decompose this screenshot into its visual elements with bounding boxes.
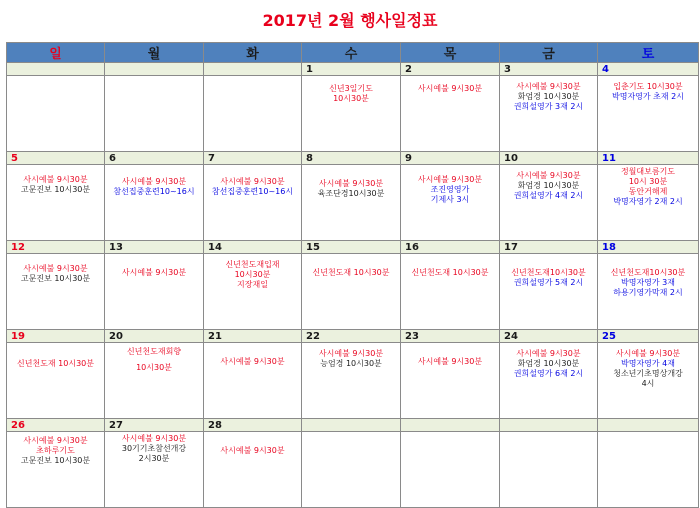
event-entry: 동안거해제 xyxy=(628,187,668,196)
day-cell xyxy=(204,343,302,419)
event-entry: 고문진보 10시30분 xyxy=(20,456,91,465)
day-cell xyxy=(302,76,401,152)
event-entry: 박명자영가 3재 xyxy=(620,278,675,287)
week-4-date-row xyxy=(7,330,699,343)
weekday-sun: 일 xyxy=(7,43,105,63)
date-number: 22 xyxy=(302,330,401,343)
event-entry: 권희설영가 6재 2시 xyxy=(513,369,584,378)
day-cell xyxy=(598,165,699,241)
event-entry: 사시예불 9시30분 xyxy=(220,357,285,366)
day-cell xyxy=(105,343,204,419)
date-number: 27 xyxy=(105,419,204,432)
day-cell xyxy=(401,165,500,241)
date-number: 12 xyxy=(7,241,105,254)
day-cell xyxy=(598,254,699,330)
day-cell xyxy=(302,165,401,241)
date-number: 17 xyxy=(500,241,598,254)
day-cell xyxy=(500,165,598,241)
event-entry: 박명자영가 초재 2시 xyxy=(612,92,684,101)
date-number: 26 xyxy=(7,419,105,432)
day-cell xyxy=(598,76,699,152)
week-3-events-row xyxy=(7,254,699,330)
date-number: 2 xyxy=(401,63,500,76)
date-number: 14 xyxy=(204,241,302,254)
event-entry: 정월대보름기도 xyxy=(620,167,676,176)
date-number: 28 xyxy=(204,419,302,432)
calendar-table xyxy=(6,42,699,508)
event-entry: 사시예불 9시30분 xyxy=(516,82,581,91)
date-number xyxy=(598,419,699,432)
event-entry: 화엄경 10시30분 xyxy=(517,181,580,190)
weekday-wed: 수 xyxy=(302,43,401,63)
event-entry: 10시30분 xyxy=(333,94,369,103)
date-number: 15 xyxy=(302,241,401,254)
event-entry: 신년천도재 10시30분 xyxy=(17,359,94,368)
day-cell xyxy=(500,432,598,508)
event-entry: 사시예불 9시30분 xyxy=(23,264,88,273)
event-entry: 육조단경10시30분 xyxy=(317,189,385,198)
weekday-fri: 금 xyxy=(500,43,598,63)
date-number xyxy=(401,419,500,432)
event-entry: 고문진보 10시30분 xyxy=(20,185,91,194)
event-entry: 능엄경 10시30분 xyxy=(320,359,382,368)
week-3-date-row xyxy=(7,241,699,254)
event-entry: 사시예불 9시30분 xyxy=(417,357,483,366)
weekday-sat: 토 xyxy=(598,43,699,63)
event-entry: 사시예불 9시30분 xyxy=(220,446,285,455)
date-number: 11 xyxy=(598,152,699,165)
event-entry: 하용기영가막재 2시 xyxy=(613,288,683,297)
event-entry: 사시예불 9시30분 xyxy=(121,434,187,443)
day-cell xyxy=(204,432,302,508)
week-5-date-row xyxy=(7,419,699,432)
date-number: 5 xyxy=(7,152,105,165)
event-entry: 박명자영가 4재 xyxy=(620,359,675,368)
day-cell xyxy=(500,254,598,330)
event-entry: 참선집중훈련10~16시 xyxy=(113,187,195,196)
week-5-events-row xyxy=(7,432,699,508)
date-number: 6 xyxy=(105,152,204,165)
date-number: 3 xyxy=(500,63,598,76)
day-cell xyxy=(105,76,204,152)
weekday-thu: 목 xyxy=(401,43,500,63)
event-entry: 권희설영가 4재 2시 xyxy=(513,191,584,200)
event-entry: 30기기초참선개강 xyxy=(121,444,187,453)
event-entry: 사시예불 9시30분 xyxy=(318,179,384,188)
event-entry: 사시예불 9시30분 xyxy=(121,268,187,277)
event-entry: 10시 30분 xyxy=(628,177,668,186)
event-entry: 고문진보 10시30분 xyxy=(20,274,91,283)
date-number: 9 xyxy=(401,152,500,165)
event-entry: 사시예불 9시30분 xyxy=(516,349,581,358)
day-cell xyxy=(302,254,401,330)
day-cell xyxy=(7,254,105,330)
event-entry: 권희설영가 3재 2시 xyxy=(513,102,584,111)
weekday-mon: 월 xyxy=(105,43,204,63)
event-entry: 10시30분 xyxy=(136,363,172,372)
day-cell xyxy=(302,343,401,419)
day-cell xyxy=(204,254,302,330)
day-cell xyxy=(7,343,105,419)
week-2-events-row xyxy=(7,165,699,241)
day-cell xyxy=(105,165,204,241)
event-entry: 기제사 3시 xyxy=(430,195,470,204)
event-entry: 사시예불 9시30분 xyxy=(23,436,88,445)
event-entry: 사시예불 9시30분 xyxy=(318,349,384,358)
date-number xyxy=(302,419,401,432)
date-number: 8 xyxy=(302,152,401,165)
event-entry: 화엄경 10시30분 xyxy=(517,359,580,368)
date-number: 7 xyxy=(204,152,302,165)
day-cell xyxy=(500,76,598,152)
weekday-header-row xyxy=(7,43,699,63)
event-entry: 신년천도재10시30분 xyxy=(610,268,686,277)
date-number: 25 xyxy=(598,330,699,343)
week-1-date-row xyxy=(7,63,699,76)
date-number: 21 xyxy=(204,330,302,343)
day-cell xyxy=(401,432,500,508)
day-cell xyxy=(7,76,105,152)
event-entry: 권희설영가 5재 2시 xyxy=(513,278,584,287)
event-entry: 지장재일 xyxy=(237,280,268,289)
page-title: 2017년 2월 행사일정표 xyxy=(262,11,438,30)
day-cell xyxy=(598,343,699,419)
day-cell xyxy=(500,343,598,419)
week-2-date-row xyxy=(7,152,699,165)
day-cell xyxy=(401,254,500,330)
event-entry: 사시예불 9시30분 xyxy=(121,177,187,186)
day-cell xyxy=(204,165,302,241)
day-cell xyxy=(204,76,302,152)
event-entry: 신년천도재 10시30분 xyxy=(411,268,489,277)
date-number: 16 xyxy=(401,241,500,254)
event-entry: 신년천도재회향 xyxy=(126,347,182,356)
event-entry: 초하루기도 xyxy=(36,446,75,455)
date-number: 4 xyxy=(598,63,699,76)
event-entry: 신년천도재10시30분 xyxy=(511,268,586,277)
event-entry: 청소년기초명상개강 xyxy=(613,369,683,378)
event-entry: 사시예불 9시30분 xyxy=(516,171,581,180)
date-number: 18 xyxy=(598,241,699,254)
event-entry: 입춘기도 10시30분 xyxy=(613,82,683,91)
event-entry: 신년천도재 10시30분 xyxy=(312,268,390,277)
day-cell xyxy=(598,432,699,508)
event-entry: 사시예불 9시30분 xyxy=(417,175,483,184)
date-number xyxy=(500,419,598,432)
event-entry: 사시예불 9시30분 xyxy=(23,175,88,184)
date-number xyxy=(204,63,302,76)
date-number: 23 xyxy=(401,330,500,343)
date-number: 19 xyxy=(7,330,105,343)
event-entry: 10시30분 xyxy=(234,270,271,279)
weekday-tue: 화 xyxy=(204,43,302,63)
day-cell xyxy=(7,165,105,241)
date-number: 13 xyxy=(105,241,204,254)
event-entry: 박명자영가 2재 2시 xyxy=(613,197,683,206)
week-1-events-row xyxy=(7,76,699,152)
date-number: 1 xyxy=(302,63,401,76)
event-entry: 참선집중훈련10~16시 xyxy=(211,187,294,196)
day-cell xyxy=(401,343,500,419)
day-cell xyxy=(105,254,204,330)
event-entry: 4시 xyxy=(641,379,655,388)
event-entry: 2시30분 xyxy=(138,454,170,463)
event-entry: 조진영영가 xyxy=(430,185,470,194)
event-entry: 사시예불 9시30분 xyxy=(417,84,483,93)
event-entry: 화엄경 10시30분 xyxy=(517,92,580,101)
date-number: 20 xyxy=(105,330,204,343)
event-entry: 사시예불 9시30분 xyxy=(615,349,681,358)
day-cell xyxy=(105,432,204,508)
event-entry: 신년3일기도 xyxy=(329,84,373,93)
day-cell xyxy=(302,432,401,508)
day-cell xyxy=(7,432,105,508)
date-number xyxy=(7,63,105,76)
date-number: 24 xyxy=(500,330,598,343)
event-entry: 사시예불 9시30분 xyxy=(220,177,285,186)
date-number xyxy=(105,63,204,76)
event-entry: 신년천도재입재 xyxy=(225,260,280,269)
day-cell xyxy=(401,76,500,152)
date-number: 10 xyxy=(500,152,598,165)
week-4-events-row xyxy=(7,343,699,419)
